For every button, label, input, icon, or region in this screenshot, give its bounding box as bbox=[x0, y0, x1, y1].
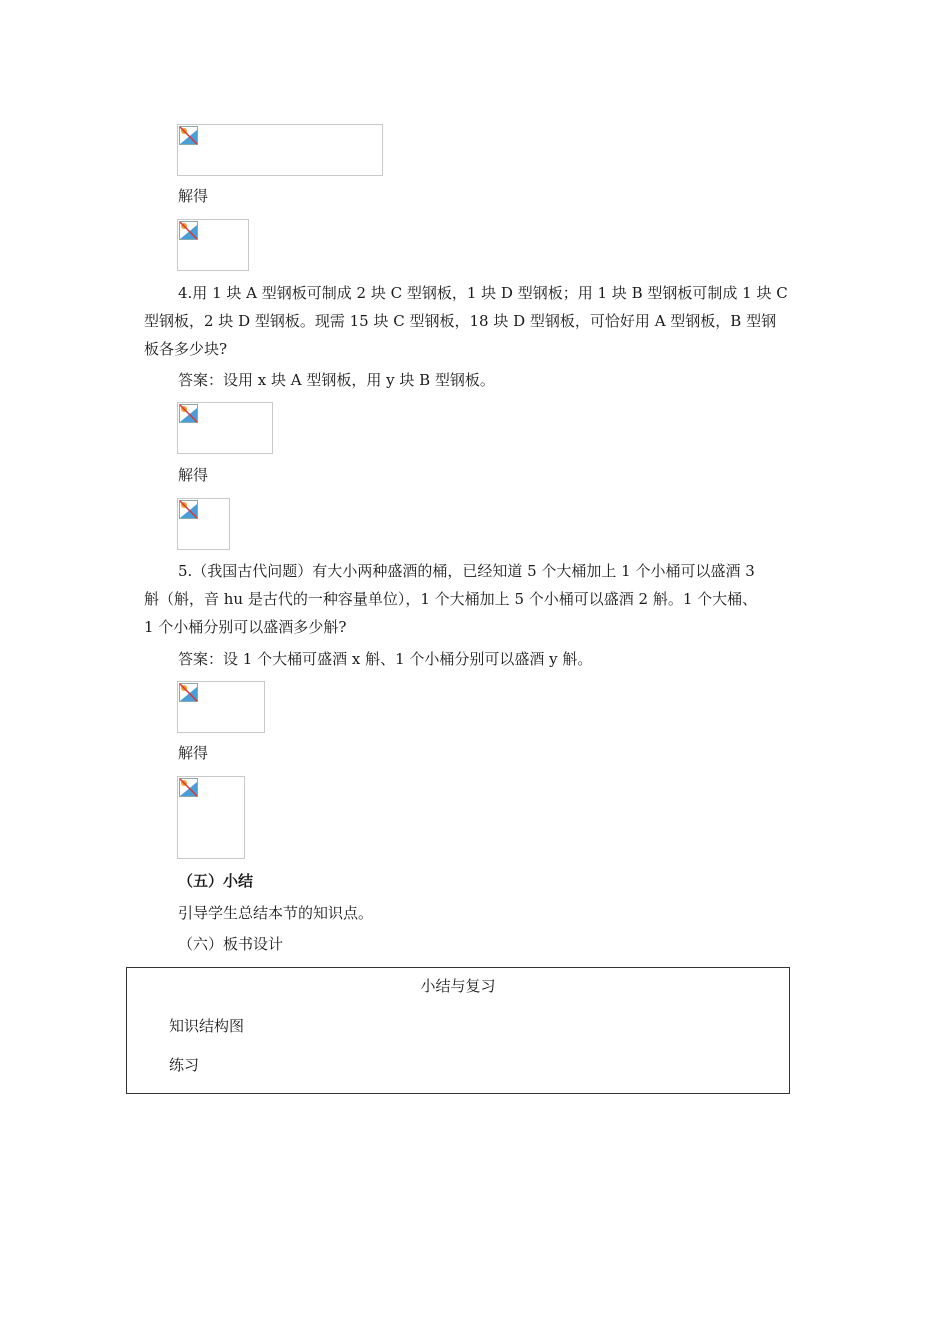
broken-image-icon bbox=[179, 683, 198, 702]
section-5-body: 引导学生总结本节的知识点。 bbox=[178, 904, 374, 922]
solved-label: 解得 bbox=[178, 466, 209, 484]
broken-image-icon bbox=[179, 778, 198, 797]
equation-image bbox=[177, 681, 265, 733]
solution-image bbox=[177, 776, 245, 859]
board-item-knowledge-map: 知识结构图 bbox=[169, 1017, 245, 1035]
solution-image bbox=[177, 498, 230, 550]
broken-image-icon bbox=[179, 404, 198, 423]
broken-image-icon bbox=[179, 126, 198, 145]
equation-image bbox=[177, 124, 383, 176]
board-title: 小结与复习 bbox=[420, 977, 496, 995]
question-4-answer: 答案：设用 x 块 A 型钢板，用 y 块 B 型钢板。 bbox=[178, 371, 495, 389]
section-5-heading: （五）小结 bbox=[178, 872, 254, 890]
question-4-line-3: 板各多少块? bbox=[144, 340, 228, 358]
section-6-heading: （六）板书设计 bbox=[178, 935, 284, 953]
board-design-box bbox=[126, 967, 790, 1094]
broken-image-icon bbox=[179, 221, 198, 240]
question-5-line-2: 斛（斛，音 hu 是古代的一种容量单位），1 个大桶加上 5 个小桶可以盛酒 2 斛。1 个大桶、 bbox=[144, 590, 758, 608]
question-5-answer: 答案：设 1 个大桶可盛酒 x 斛、1 个小桶分别可以盛酒 y 斛。 bbox=[178, 650, 593, 668]
solution-image bbox=[177, 219, 249, 271]
solved-label: 解得 bbox=[178, 187, 209, 205]
equation-image bbox=[177, 402, 273, 454]
solved-label: 解得 bbox=[178, 744, 209, 762]
question-5-line-1: 5.（我国古代问题）有大小两种盛酒的桶，已经知道 5 个大桶加上 1 个小桶可以盛酒 3 bbox=[178, 562, 755, 580]
board-item-practice: 练习 bbox=[169, 1056, 200, 1074]
broken-image-icon bbox=[179, 500, 198, 519]
question-4-line-1: 4.用 1 块 A 型钢板可制成 2 块 C 型钢板，1 块 D 型钢板；用 1 块 B 型钢板可制成 1 块 C bbox=[178, 284, 788, 302]
question-5-line-3: 1 个小桶分别可以盛酒多少斛? bbox=[144, 618, 347, 636]
question-4-line-2: 型钢板，2 块 D 型钢板。现需 15 块 C 型钢板，18 块 D 型钢板，可恰好用 A 型钢板，B 型钢 bbox=[144, 312, 777, 330]
